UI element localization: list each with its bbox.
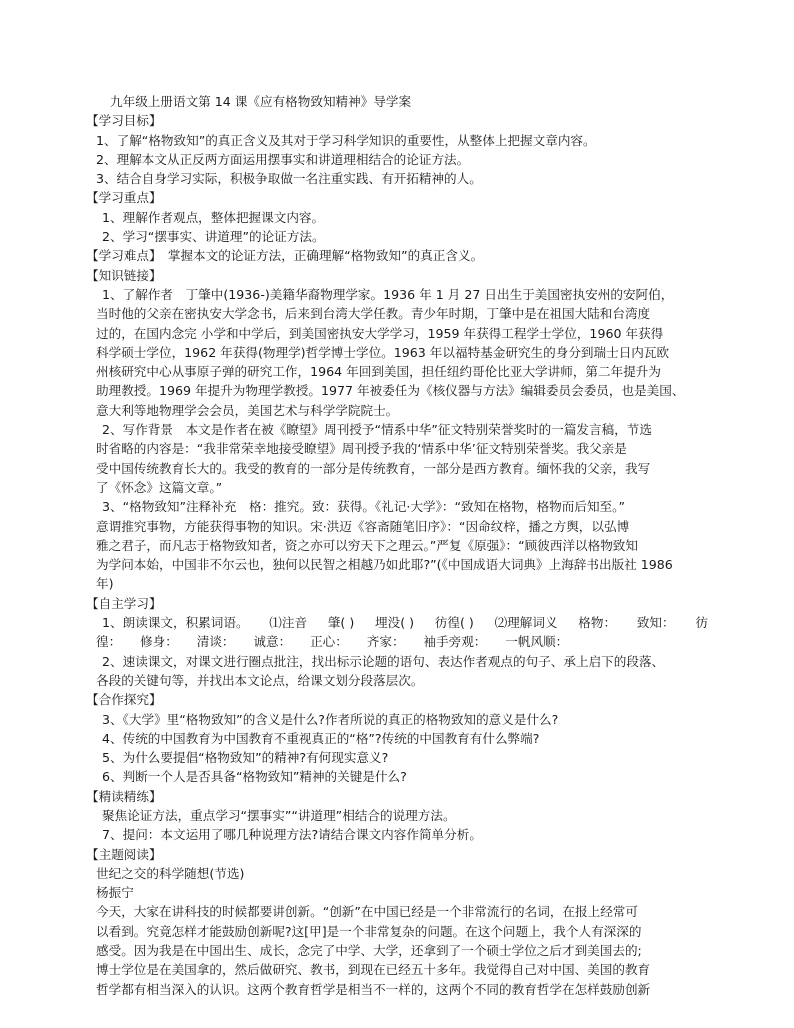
q1-part: ⑵理解词义 — [494, 615, 558, 631]
section-heading-theme-reading: 【主题阅读】 — [86, 846, 162, 862]
annotation-line: 年) — [96, 576, 114, 592]
intensive-item: 聚焦论证方法，重点学习“摆事实”“讲道理”相结合的说理方法。 — [102, 807, 456, 823]
article-title: 世纪之交的科学随想(节选) — [96, 865, 245, 881]
cooperation-question: 3、《大学》里“格物致知”的含义是什么?作者所说的真正的格物致知的意义是什么? — [102, 711, 559, 727]
self-study-q2-line: 各段的关键句等，并找出本文论点，给课文划分段落层次。 — [96, 672, 424, 688]
section-heading-self-study: 【自主学习】 — [86, 595, 162, 611]
section-heading-cooperation: 【合作探究】 — [86, 692, 162, 708]
background-line: 了《怀念》这篇文章。” — [96, 479, 223, 495]
section-heading-difficulty: 【学习难点】 — [86, 248, 156, 264]
article-line: 以看到。究竟怎样才能鼓励创新呢?这[甲]是一个非常复杂的问题。在这个问题上，我个人有深深的 — [96, 923, 642, 939]
document-title: 九年级上册语文第 14 课《应有格物致知精神》导学案 — [110, 94, 412, 109]
annotation-line: 雅之君子，而凡志于格物致知者，资之亦可以穷天下之理云。”严复《原强》：“顾彼西洋以格物致知 — [96, 537, 638, 553]
key-point-item: 2、学习“摆事实、讲道理”的论证方法。 — [102, 229, 325, 245]
section-heading-knowledge: 【知识链接】 — [86, 267, 162, 283]
author-intro-line: 州核研究中心从事原子弹的研究工作，1964 年回到美国，担任纽约哥伦比亚大学讲师，第二年提升为 — [96, 364, 661, 380]
q1-part: 1、朗读课文，积累词语。 — [102, 615, 249, 631]
q1-part: 彷 — [695, 615, 708, 631]
background-line: 受中国传统教育长大的。我受的教育的一部分是传统教育，一部分是西方教育。缅怀我的父亲，我写 — [96, 460, 651, 476]
self-study-q1-line2: 徨： 修身： 清谈： 诚意： 正心： 齐家： 袖手旁观： 一帆风顺： — [96, 634, 569, 650]
annotation-line: 3、“格物致知”注释补充 格：推究。致：获得。《礼记·大学》：“致知在格物，格物而后知至。” — [102, 499, 625, 515]
q1-part: 肇( ) — [327, 615, 355, 631]
difficulty-text: 掌握本文的论证方法，正确理解“格物致知”的真正含义。 — [155, 248, 484, 264]
self-study-q1-line — [96, 613, 708, 632]
cooperation-question: 6、判断一个人是否具备“格物致知”精神的关键是什么? — [102, 769, 407, 785]
q1-part: 彷徨( ) — [434, 615, 474, 631]
goal-item: 1、了解“格物致知”的真正含义及其对于学习科学知识的重要性，从整体上把握文章内容。 — [96, 132, 596, 148]
q1-part: 致知： — [636, 615, 675, 631]
annotation-line: 为学问本始，中国非不尔云也，独何以民智之相越乃如此耶?”(《中国成语大词典》上海辞书出版社 1986 — [96, 557, 673, 573]
author-intro-line: 意大利等地物理学会会员，美国艺术与科学学院院士。 — [96, 402, 399, 418]
author-intro-line: 科学硕士学位，1962 年获得(物理学)哲学博士学位。1963 年以福特基金研究生的身分到瑞士日内瓦欧 — [96, 344, 670, 360]
article-line: 感受。因为我是在中国出生、成长，念完了中学、大学，还拿到了一个硕士学位之后才到美国去的; — [96, 943, 642, 959]
q1-part: 格物： — [578, 615, 617, 631]
goal-item: 3、结合自身学习实际，积极争取做一名注重实践、有开拓精神的人。 — [96, 171, 482, 187]
article-line: 博士学位是在美国拿的，然后做研究、教书，到现在已经五十多年。我觉得自己对中国、美国的教育 — [96, 962, 651, 978]
self-study-q2-line: 2、速读课文，对课文进行圈点批注，找出标示论题的语句、表达作者观点的句子、承上启下的段落、 — [102, 653, 665, 669]
intensive-item: 7、提问：本文运用了哪几种说理方法?请结合课文内容作简单分析。 — [102, 827, 482, 843]
author-intro-line: 1、了解作者 丁肇中(1936-)美籍华裔物理学家。1936 年 1 月 27 日出生于美国密执安州的安阿伯， — [102, 286, 674, 302]
section-heading-intensive: 【精读精练】 — [86, 788, 162, 804]
q1-part: 埋没( ) — [375, 615, 415, 631]
article-author: 杨振宁 — [96, 885, 134, 901]
background-line: 2、写作背景 本文是作者在被《瞭望》周刊授予“情系中华”征文特别荣誉奖时的一篇发言稿，节选 — [102, 422, 652, 438]
annotation-line: 意谓推究事物，方能获得事物的知识。宋·洪迈《容斋随笔旧序》：“因命纹梓，播之方舆，以弘博 — [96, 518, 630, 534]
difficulty-line — [86, 246, 708, 265]
article-line: 哲学都有相当深入的认识。这两个教育哲学是相当不一样的，这两个不同的教育哲学在怎样鼓励创新 — [96, 981, 651, 997]
background-line: 时省略的内容是：“我非常荣幸地接受瞭望》周刊授予我的‘情系中华’征文特别荣誉奖。我父亲是 — [96, 441, 627, 457]
author-intro-line: 当时他的父亲在密执安大学念书，后来到台湾大学任教。青少年时期，丁肇中是在祖国大陆和台湾度 — [96, 306, 651, 322]
q1-part: ⑴注音 — [269, 615, 308, 631]
cooperation-question: 4、传统的中国教育为中国教育不重视真正的“格”?传统的中国教育有什么弊端? — [102, 730, 540, 746]
section-heading-goals: 【学习目标】 — [86, 113, 162, 129]
author-intro-line: 助理教授。1969 年提升为物理学教授。1977 年被委任为《核仪器与方法》编辑委员会委员，也是美国、 — [96, 383, 685, 399]
author-intro-line: 过的，在国内念完 小学和中学后，到美国密执安大学学习，1959 年获得工程学士学位，1960 年获得 — [96, 325, 664, 341]
section-heading-key-points: 【学习重点】 — [86, 190, 162, 206]
document-page — [86, 92, 708, 999]
article-line: 今天，大家在讲科技的时候都要讲创新。“创新”在中国已经是一个非常流行的名词，在报上经常可 — [96, 904, 638, 920]
cooperation-question: 5、为什么要提倡“格物致知”的精神?有何现实意义? — [102, 750, 389, 766]
key-point-item: 1、理解作者观点，整体把握课文内容。 — [102, 209, 325, 225]
goal-item: 2、理解本文从正反两方面运用摆事实和讲道理相结合的论证方法。 — [96, 151, 470, 167]
